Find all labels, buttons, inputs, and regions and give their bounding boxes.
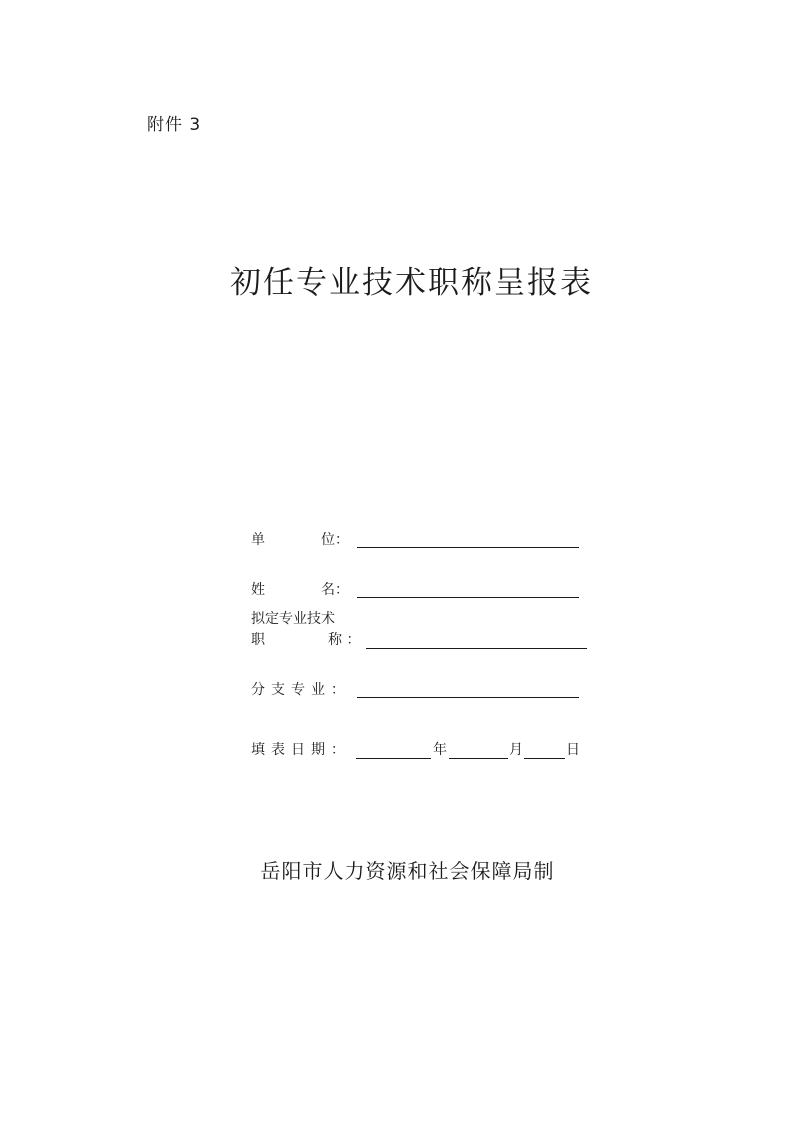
- specialty-field-line[interactable]: [357, 697, 579, 698]
- name-row: [251, 580, 349, 600]
- page-title: 初任专业技术职称呈报表: [230, 265, 593, 301]
- fill-date-month-label: 月: [509, 742, 523, 758]
- name-label: [251, 580, 349, 600]
- attachment-label: 附件 3: [147, 115, 202, 135]
- proposed-title-label-part2: 称 ：: [328, 632, 361, 648]
- proposed-title-label-line1: 拟定专业技术: [251, 611, 335, 627]
- fill-date-day-label: 日: [566, 742, 580, 758]
- proposed-title-label-part1: 职: [251, 632, 265, 648]
- unit-label-part2: 位：: [321, 532, 349, 548]
- issuer-footer: 岳阳市人力资源和社会保障局制: [260, 859, 555, 883]
- unit-row: [251, 530, 349, 550]
- proposed-title-row-line2: [251, 630, 361, 650]
- specialty-row: [251, 680, 351, 700]
- name-label-part2: 名：: [321, 582, 349, 598]
- unit-field-line[interactable]: [357, 547, 579, 548]
- fill-date-month-line[interactable]: [449, 758, 508, 759]
- fill-date-day-line[interactable]: [524, 758, 565, 759]
- proposed-title-row-line1: [251, 609, 335, 629]
- fill-date-year-label: 年: [433, 742, 447, 758]
- fill-date-year-line[interactable]: [356, 758, 431, 759]
- fill-date-label: 填表日期：: [251, 742, 351, 758]
- name-field-line[interactable]: [357, 597, 579, 598]
- unit-label-part1: 单: [251, 532, 265, 548]
- proposed-title-field-line[interactable]: [366, 648, 587, 649]
- fill-date-row: [251, 740, 351, 760]
- unit-label: [251, 530, 349, 550]
- specialty-label: 分支专业：: [251, 682, 351, 698]
- proposed-title-label: [251, 630, 361, 650]
- name-label-part1: 姓: [251, 582, 265, 598]
